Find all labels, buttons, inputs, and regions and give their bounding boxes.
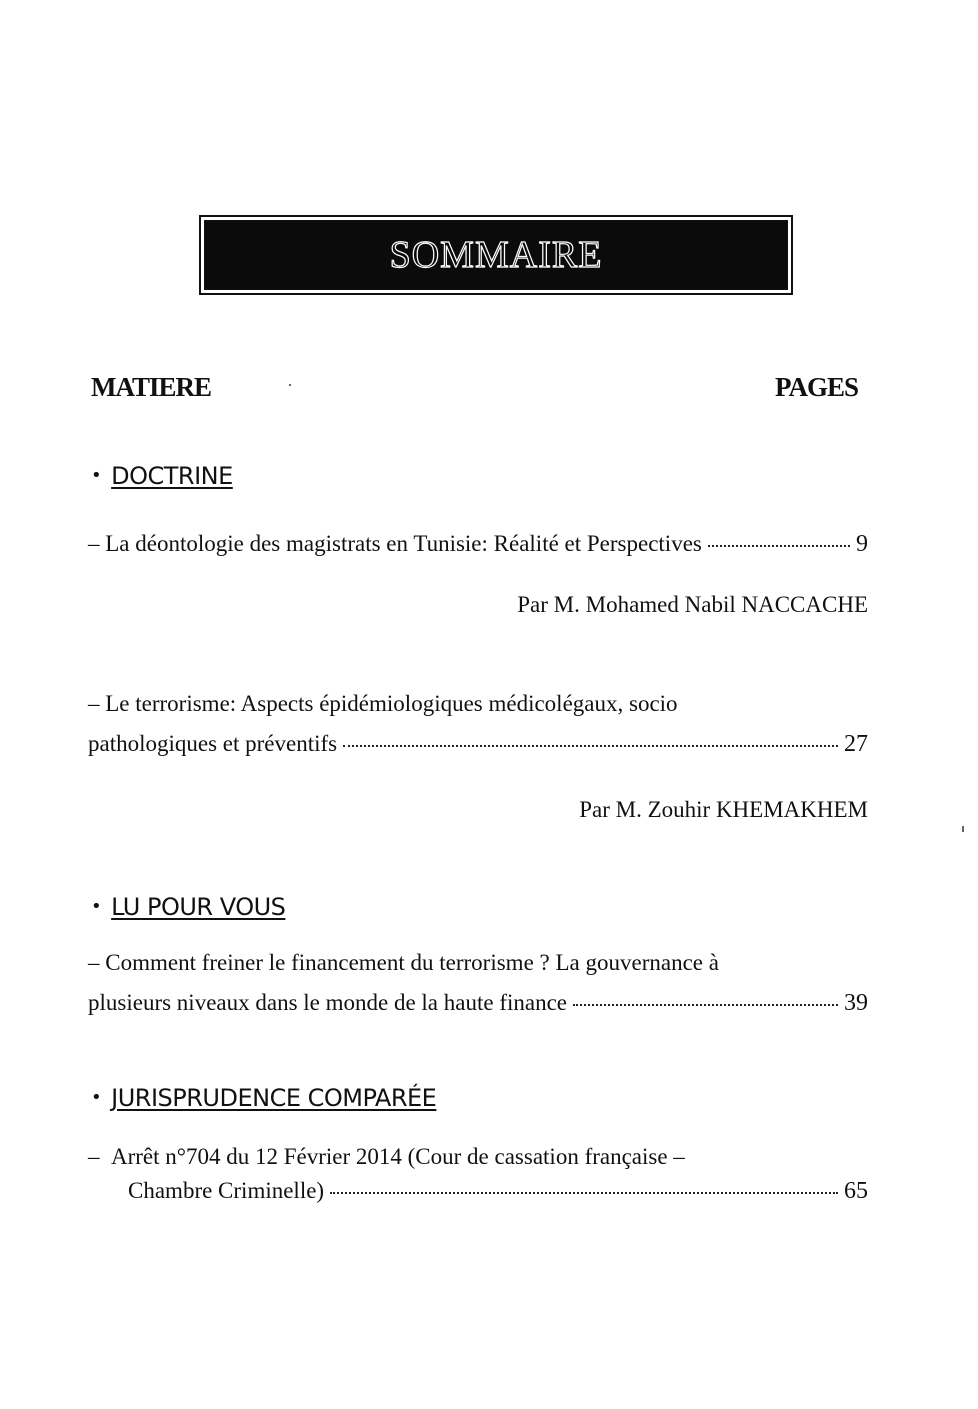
section-title: JURISPRUDENCE COMPARÉE xyxy=(111,1084,437,1112)
column-header-matiere: MATIERE xyxy=(91,372,212,402)
entry-dash: – xyxy=(88,1144,100,1169)
entry-author: Par M. Mohamed Nabil NACCACHE xyxy=(517,592,868,617)
section-heading-lu-pour-vous xyxy=(91,893,285,921)
toc-entry xyxy=(88,943,868,1023)
sommaire-banner xyxy=(199,215,793,295)
toc-entry xyxy=(88,524,868,564)
entry-author: Par M. Zouhir KHEMAKHEM xyxy=(579,797,868,822)
entry-title: La déontologie des magistrats en Tunisie: Réalité et Perspectives xyxy=(105,531,702,556)
section-heading-doctrine xyxy=(91,462,233,490)
entry-title-line-2: Chambre Criminelle) xyxy=(128,1178,325,1203)
section-heading-jurisprudence-comparee xyxy=(91,1084,436,1112)
toc-entry xyxy=(88,684,868,764)
entry-dash: – xyxy=(88,950,100,975)
dot-leader xyxy=(573,1004,838,1006)
page-number: 65 xyxy=(844,1178,868,1204)
banner-background xyxy=(204,220,788,290)
entry-dash: – xyxy=(88,691,100,716)
scan-speck xyxy=(962,826,964,832)
toc-entry xyxy=(88,1140,868,1208)
page-title: SOMMAIRE xyxy=(389,234,603,276)
dot-leader xyxy=(343,745,838,747)
column-header-pages: PAGES xyxy=(775,372,859,402)
dot-leader xyxy=(330,1192,838,1194)
bullet-icon: • xyxy=(91,465,102,486)
scan-speck xyxy=(289,384,291,386)
page-number: 39 xyxy=(844,990,868,1016)
page-number: 27 xyxy=(844,731,868,757)
bullet-icon: • xyxy=(91,1087,102,1108)
section-title: DOCTRINE xyxy=(111,462,233,490)
dot-leader xyxy=(708,545,850,547)
entry-title-line-2: plusieurs niveaux dans le monde de la haute finance xyxy=(88,990,568,1015)
entry-title-line-1: Comment freiner le financement du terrorisme ? La gouvernance à xyxy=(105,950,719,975)
bullet-icon: • xyxy=(91,896,102,917)
entry-title-line-1: Le terrorisme: Aspects épidémiologiques médicolégaux, socio xyxy=(105,691,678,716)
entry-title-line-1: Arrêt n°704 du 12 Février 2014 (Cour de cassation française – xyxy=(111,1144,685,1169)
section-title: LU POUR VOUS xyxy=(111,893,286,921)
page-number: 9 xyxy=(856,531,868,557)
entry-title-line-2: pathologiques et préventifs xyxy=(88,731,338,756)
entry-dash: – xyxy=(88,531,100,556)
